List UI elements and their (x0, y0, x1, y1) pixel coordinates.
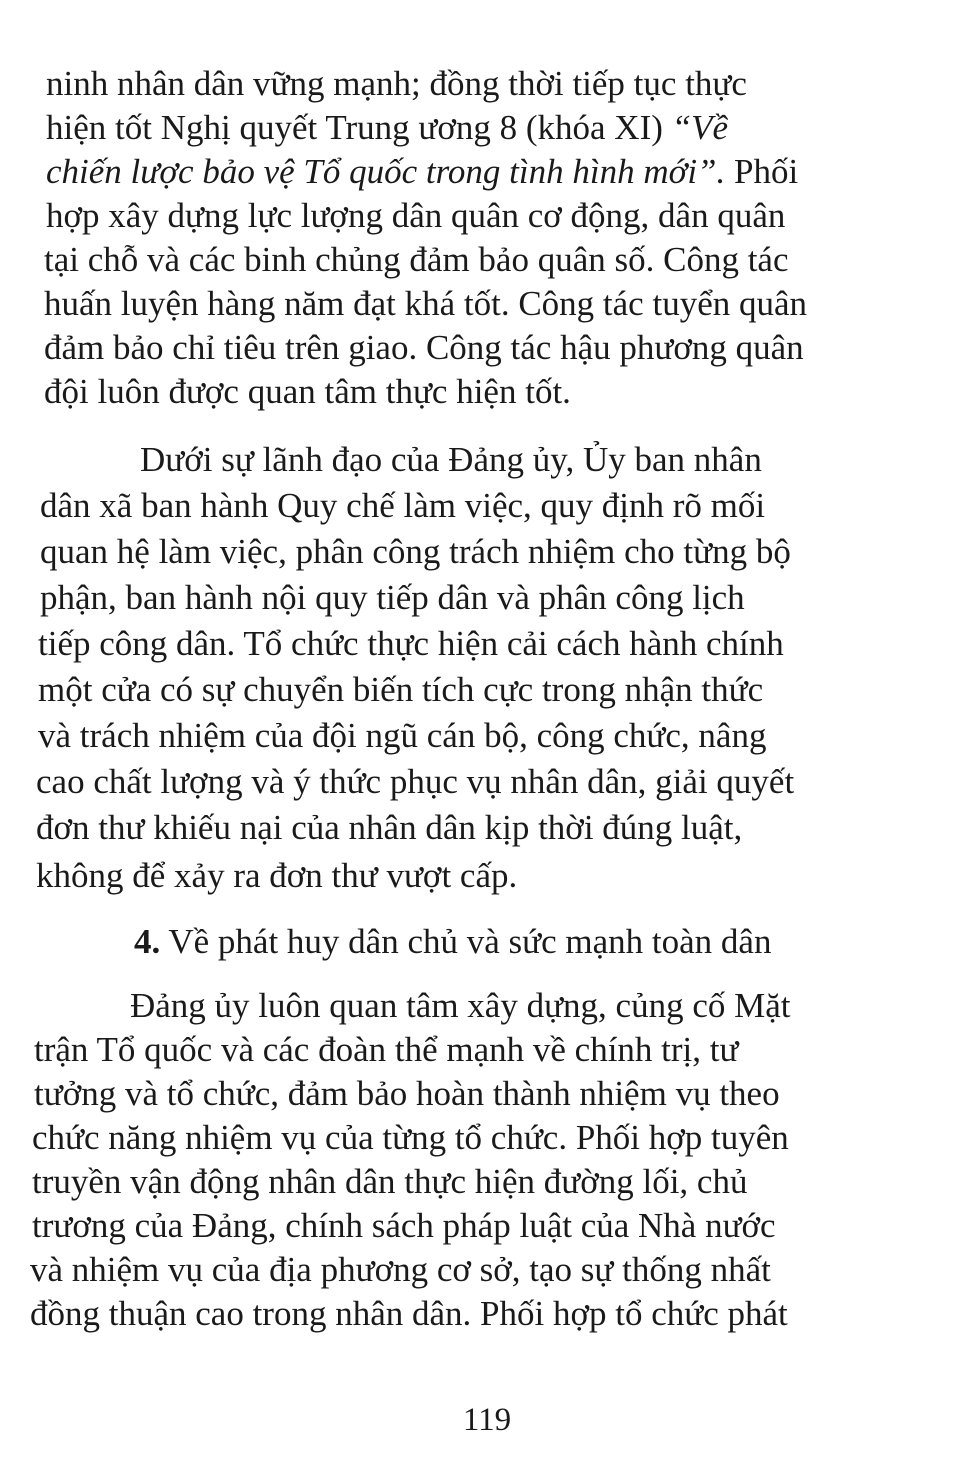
text-line (0, 856, 974, 896)
text-line-content: Đảng ủy luôn quan tâm xây dựng, củng cố Mặt (130, 986, 791, 1025)
text-segment: Phối (725, 152, 799, 191)
italic-quote-close: ”. (697, 152, 726, 191)
text-line-content: một cửa có sự chuyển biến tích cực trong nhận thức (38, 670, 764, 709)
text-line-content: trương của Đảng, chính sách pháp luật của Nhà nước (32, 1206, 776, 1245)
text-line-content (46, 152, 798, 192)
text-line (0, 986, 974, 1026)
text-line-content: dân xã ban hành Quy chế làm việc, quy định rõ mối (40, 486, 766, 525)
text-line (0, 64, 974, 104)
text-line (0, 578, 974, 618)
text-line (0, 1206, 974, 1246)
italic-title: chiến lược bảo vệ Tổ quốc trong tình hình mới (46, 152, 698, 191)
text-line-content: phận, ban hành nội quy tiếp dân và phân công lịch (40, 578, 745, 617)
text-line-content: và nhiệm vụ của địa phương cơ sở, tạo sự thống nhất (30, 1250, 771, 1289)
text-line-content: trận Tổ quốc và các đoàn thể mạnh về chính trị, tư (34, 1030, 739, 1069)
section-heading (0, 922, 974, 962)
text-line (0, 716, 974, 756)
text-line (0, 1074, 974, 1114)
italic-quote-open: “Về (671, 108, 729, 147)
text-line-content: huấn luyện hàng năm đạt khá tốt. Công tác tuyển quân (44, 284, 808, 323)
text-line (0, 670, 974, 710)
text-line (0, 486, 974, 526)
text-line-content: tưởng và tổ chức, đảm bảo hoàn thành nhiệm vụ theo (34, 1074, 780, 1113)
text-line-content: không để xảy ra đơn thư vượt cấp. (36, 856, 518, 895)
text-line-content: truyền vận động nhân dân thực hiện đường lối, chủ (32, 1162, 748, 1201)
text-line (0, 440, 974, 480)
text-line (0, 624, 974, 664)
text-line-content: cao chất lượng và ý thức phục vụ nhân dân, giải quyết (36, 762, 795, 801)
text-line (0, 808, 974, 848)
section-number: 4. (134, 922, 161, 961)
text-segment: hiện tốt Nghị quyết Trung ương 8 (khóa XI) (46, 108, 672, 147)
text-line-content: và trách nhiệm của đội ngũ cán bộ, công chức, nâng (38, 716, 767, 755)
text-line (0, 152, 974, 192)
text-line-content: hợp xây dựng lực lượng dân quân cơ động, dân quân (46, 196, 786, 235)
text-line (0, 328, 974, 368)
text-line-content (46, 108, 728, 148)
text-line (0, 240, 974, 280)
text-line (0, 1030, 974, 1070)
text-line (0, 284, 974, 324)
text-line-content: chức năng nhiệm vụ của từng tổ chức. Phối hợp tuyên (32, 1118, 789, 1157)
text-line (0, 372, 974, 412)
text-line-content: đơn thư khiếu nại của nhân dân kịp thời đúng luật, (36, 808, 743, 847)
text-line (0, 1162, 974, 1202)
text-line-content: đảm bảo chỉ tiêu trên giao. Công tác hậu phương quân (44, 328, 804, 367)
text-line (0, 532, 974, 572)
text-line (0, 1294, 974, 1334)
section-title: Về phát huy dân chủ và sức mạnh toàn dân (160, 922, 772, 961)
text-line-content: Dưới sự lãnh đạo của Đảng ủy, Ủy ban nhân (140, 440, 762, 479)
text-line-content: đội luôn được quan tâm thực hiện tốt. (44, 372, 571, 411)
text-line-content: ninh nhân dân vững mạnh; đồng thời tiếp tục thực (46, 64, 747, 103)
text-line-content: tại chỗ và các binh chủng đảm bảo quân số. Công tác (44, 240, 789, 279)
text-line (0, 108, 974, 148)
text-line (0, 1250, 974, 1290)
text-line (0, 196, 974, 236)
text-line (0, 762, 974, 802)
text-line-content: quan hệ làm việc, phân công trách nhiệm cho từng bộ (40, 532, 791, 571)
section-heading-content (134, 922, 771, 962)
page-number: 119 (462, 1402, 512, 1438)
text-line (0, 1118, 974, 1158)
text-line-content: đồng thuận cao trong nhân dân. Phối hợp tổ chức phát (30, 1294, 788, 1333)
text-line-content: tiếp công dân. Tổ chức thực hiện cải cách hành chính (38, 624, 784, 663)
